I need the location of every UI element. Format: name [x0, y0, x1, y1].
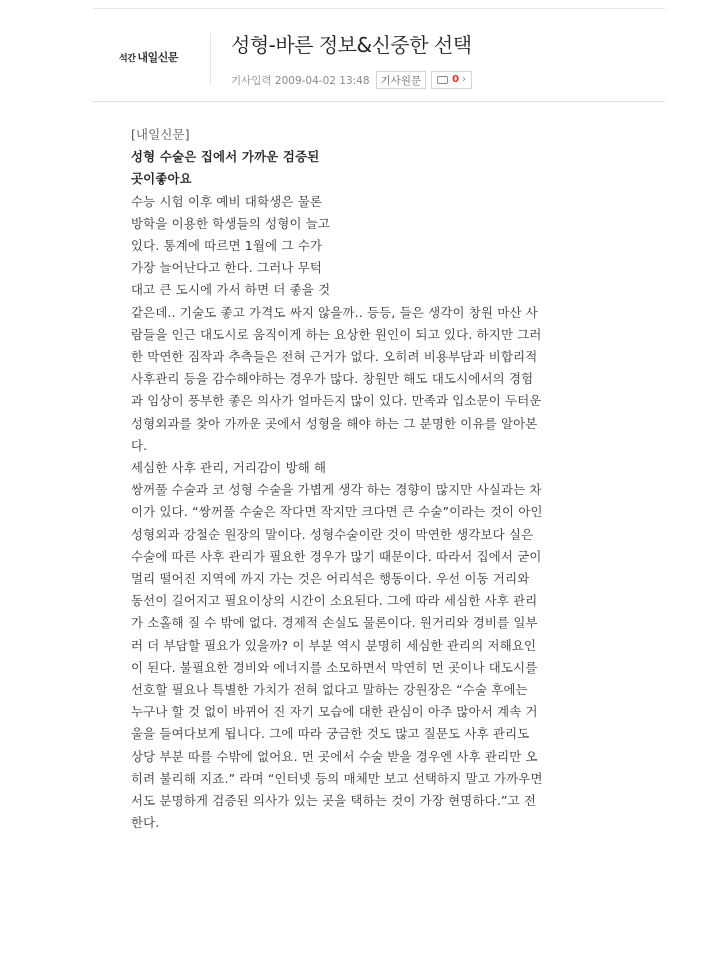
original-article-button[interactable]: 기사원문: [376, 71, 427, 89]
text-line: 러 더 부담할 필요가 있을까? 이 부분 역시 분명히 세심한 관리의 저해요인: [131, 637, 537, 653]
section-heading: 세심한 사후 관리, 거리감이 방해 해: [131, 460, 327, 476]
text-line: 방학을 이용한 학생들의 성형이 늘고: [131, 215, 331, 231]
text-line: 이가 있다. “쌍꺼풀 수술은 작다면 작지만 크다면 큰 수술”이라는 것이 아인: [131, 504, 543, 520]
text-line: 누구나 할 것 없이 바뀌어 진 자기 모습에 대한 관심이 아주 많아서 계속 거: [131, 704, 538, 720]
text-line: 과 임상이 풍부한 좋은 의사가 얼마든지 많이 있다. 만족과 입소문이 두터운: [131, 393, 542, 409]
text-line: 있다. 통계에 따르면 1월에 그 수가: [131, 238, 323, 254]
text-line: 가장 늘어난다고 한다. 그러나 무턱: [131, 260, 323, 276]
text-line: 수능 시험 이후 예비 대학생은 물론: [131, 193, 323, 209]
text-line: 다.: [131, 437, 148, 453]
paragraph-aftercare: [131, 479, 601, 834]
article-body: [131, 124, 601, 835]
text-line: 같은데.. 기술도 좋고 가격도 싸지 않을까.. 등등, 들은 생각이 창원 마산 사: [131, 304, 538, 320]
newspaper-logo[interactable]: [119, 49, 178, 65]
chevron-right-icon: ›: [462, 74, 467, 85]
article-date: 기사입력 2009-04-02 13:48: [231, 74, 370, 87]
text-line: 동선이 길어지고 필요이상의 시간이 소요된다. 그에 따라 세심한 사후 관리: [131, 593, 538, 609]
text-line: 서도 분명하게 검증된 의사가 있는 곳을 택하는 것이 가장 현명하다.”고 전: [131, 793, 537, 809]
text-line: 사후관리 등을 감수해야하는 경우가 많다. 창원만 해도 대도시에서의 경험: [131, 371, 534, 387]
article-title: 성형-바른 정보&신중한 선택: [231, 33, 472, 57]
subheading-line: 성형 수술은 집에서 가까운 검증된: [131, 149, 320, 165]
text-line: 가 소홀해 질 수 밖에 없다. 경제적 손실도 물론이다. 원거리와 경비를 일부: [131, 615, 538, 631]
text-line: 상당 부분 따를 수밖에 없어요. 먼 곳에서 수술 받을 경우엔 사후 관리만 오: [131, 748, 538, 764]
article-subheading: [131, 146, 601, 190]
article-meta: [231, 70, 472, 90]
comment-button[interactable]: [431, 71, 472, 89]
article-source: [내일신문]: [131, 127, 190, 142]
text-line: 쌍꺼풀 수술과 코 성형 수술을 가볍게 생각 하는 경향이 많지만 사실과는 차: [131, 482, 542, 498]
subheading-line: 곳이좋아요: [131, 171, 192, 187]
text-line: 성형외과 강철순 원장의 말이다. 성형수술이란 것이 막연한 생각보다 실은: [131, 526, 534, 542]
text-line: 이 된다. 불필요한 경비와 에너지를 소모하면서 막연히 먼 곳이나 대도시를: [131, 659, 538, 675]
text-line: 대고 큰 도시에 가서 하면 더 좋을 것: [131, 282, 331, 298]
text-line: 성형외과를 찾아 가까운 곳에서 성형을 해야 하는 그 분명한 이유를 알아본: [131, 415, 538, 431]
paragraph-intro: [131, 191, 601, 457]
text-line: 수술에 따른 사후 관리가 필요한 경우가 많기 때문이다. 따라서 집에서 굳이: [131, 548, 542, 564]
header-divider: [210, 33, 211, 83]
text-line: 선호할 필요나 특별한 가치가 전혀 없다고 말하는 강원장은 “수술 후에는: [131, 682, 528, 698]
logo-edition: 석간: [119, 54, 136, 64]
article-header: [93, 8, 665, 102]
text-line: 람들을 인근 대도시로 움직이게 하는 요상한 원인이 되고 있다. 하지만 그러: [131, 326, 542, 342]
comment-count: 0: [452, 74, 460, 85]
text-line: 히려 불리해 지죠.” 라며 “인터넷 등의 매체만 보고 선택하지 말고 가까우면: [131, 770, 543, 786]
text-line: 울을 들여다보게 됩니다. 그에 따라 궁금한 것도 많고 질문도 사후 관리도: [131, 726, 530, 742]
comment-icon: [437, 76, 448, 84]
text-line: 멀리 떨어진 지역에 까지 가는 것은 어리석은 행동이다. 우선 이동 거리와: [131, 571, 530, 587]
logo-name: 내일신문: [137, 51, 178, 64]
text-line: 한다.: [131, 815, 160, 831]
text-line: 한 막연한 짐작과 추측들은 전혀 근거가 없다. 오히려 비용부담과 비합리적: [131, 349, 538, 365]
